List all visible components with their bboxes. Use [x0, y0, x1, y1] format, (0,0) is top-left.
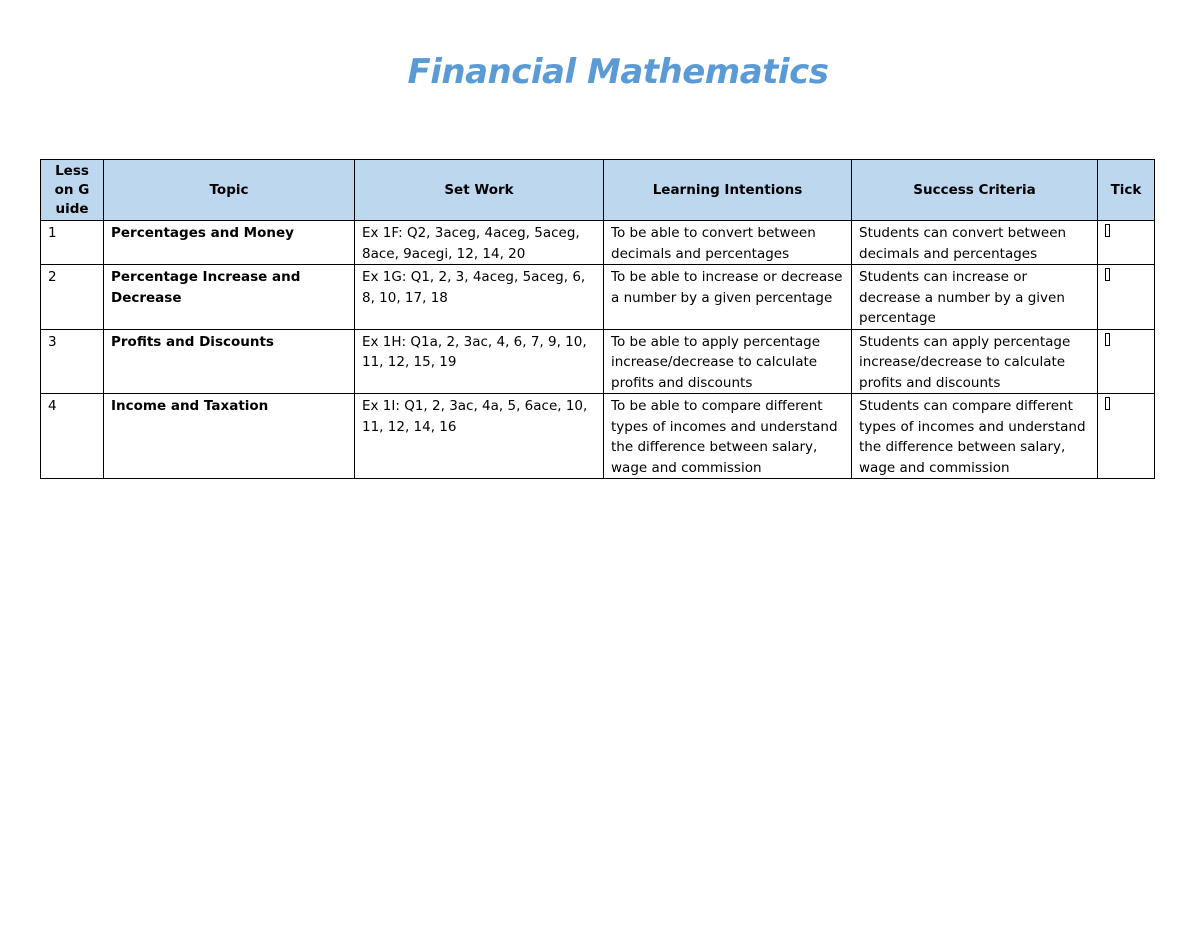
table-row	[41, 265, 1155, 330]
success-criteria-cell: Students can convert between decimals and percentages	[852, 221, 1098, 265]
table-row	[41, 221, 1155, 265]
set-work-cell: Ex 1G: Q1, 2, 3, 4aceg, 5aceg, 6, 8, 10, 17, 18	[355, 265, 604, 330]
header-success-criteria: Success Criteria	[852, 160, 1098, 221]
success-criteria-cell: Students can compare different types of incomes and understand the difference between salary, wage and commission	[852, 394, 1098, 479]
learning-intention-cell: To be able to increase or decrease a number by a given percentage	[604, 265, 852, 330]
set-work-cell: Ex 1H: Q1a, 2, 3ac, 4, 6, 7, 9, 10, 11, 12, 15, 19	[355, 329, 604, 394]
tick-cell[interactable]	[1098, 329, 1155, 394]
header-topic: Topic	[104, 160, 355, 221]
table-row	[41, 394, 1155, 479]
page-title: Financial Mathematics	[407, 52, 829, 92]
header-tick: Tick	[1098, 160, 1155, 221]
learning-intention-cell: To be able to convert between decimals and percentages	[604, 221, 852, 265]
topic-cell: Profits and Discounts	[104, 329, 355, 394]
set-work-cell: Ex 1I: Q1, 2, 3ac, 4a, 5, 6ace, 10, 11, 12, 14, 16	[355, 394, 604, 479]
checkbox-icon[interactable]	[1105, 268, 1110, 281]
tick-cell[interactable]	[1098, 394, 1155, 479]
learning-intention-cell: To be able to compare different types of incomes and understand the difference between salary, wage and commission	[604, 394, 852, 479]
topic-cell: Percentages and Money	[104, 221, 355, 265]
table-header-row	[41, 160, 1155, 221]
header-lesson-guide: Lesson Guide	[41, 160, 104, 221]
checkbox-icon[interactable]	[1105, 333, 1110, 346]
lesson-plan-table	[40, 159, 1155, 479]
topic-cell: Income and Taxation	[104, 394, 355, 479]
tick-cell[interactable]	[1098, 265, 1155, 330]
success-criteria-cell: Students can increase or decrease a number by a given percentage	[852, 265, 1098, 330]
lesson-number: 4	[41, 394, 104, 479]
set-work-cell: Ex 1F: Q2, 3aceg, 4aceg, 5aceg, 8ace, 9acegi, 12, 14, 20	[355, 221, 604, 265]
checkbox-icon[interactable]	[1105, 397, 1110, 410]
header-set-work: Set Work	[355, 160, 604, 221]
learning-intention-cell: To be able to apply percentage increase/decrease to calculate profits and discounts	[604, 329, 852, 394]
lesson-number: 2	[41, 265, 104, 330]
tick-cell[interactable]	[1098, 221, 1155, 265]
lesson-number: 3	[41, 329, 104, 394]
table-row	[41, 329, 1155, 394]
success-criteria-cell: Students can apply percentage increase/decrease to calculate profits and discounts	[852, 329, 1098, 394]
checkbox-icon[interactable]	[1105, 224, 1110, 237]
header-learning-intentions: Learning Intentions	[604, 160, 852, 221]
lesson-number: 1	[41, 221, 104, 265]
topic-cell: Percentage Increase and Decrease	[104, 265, 355, 330]
